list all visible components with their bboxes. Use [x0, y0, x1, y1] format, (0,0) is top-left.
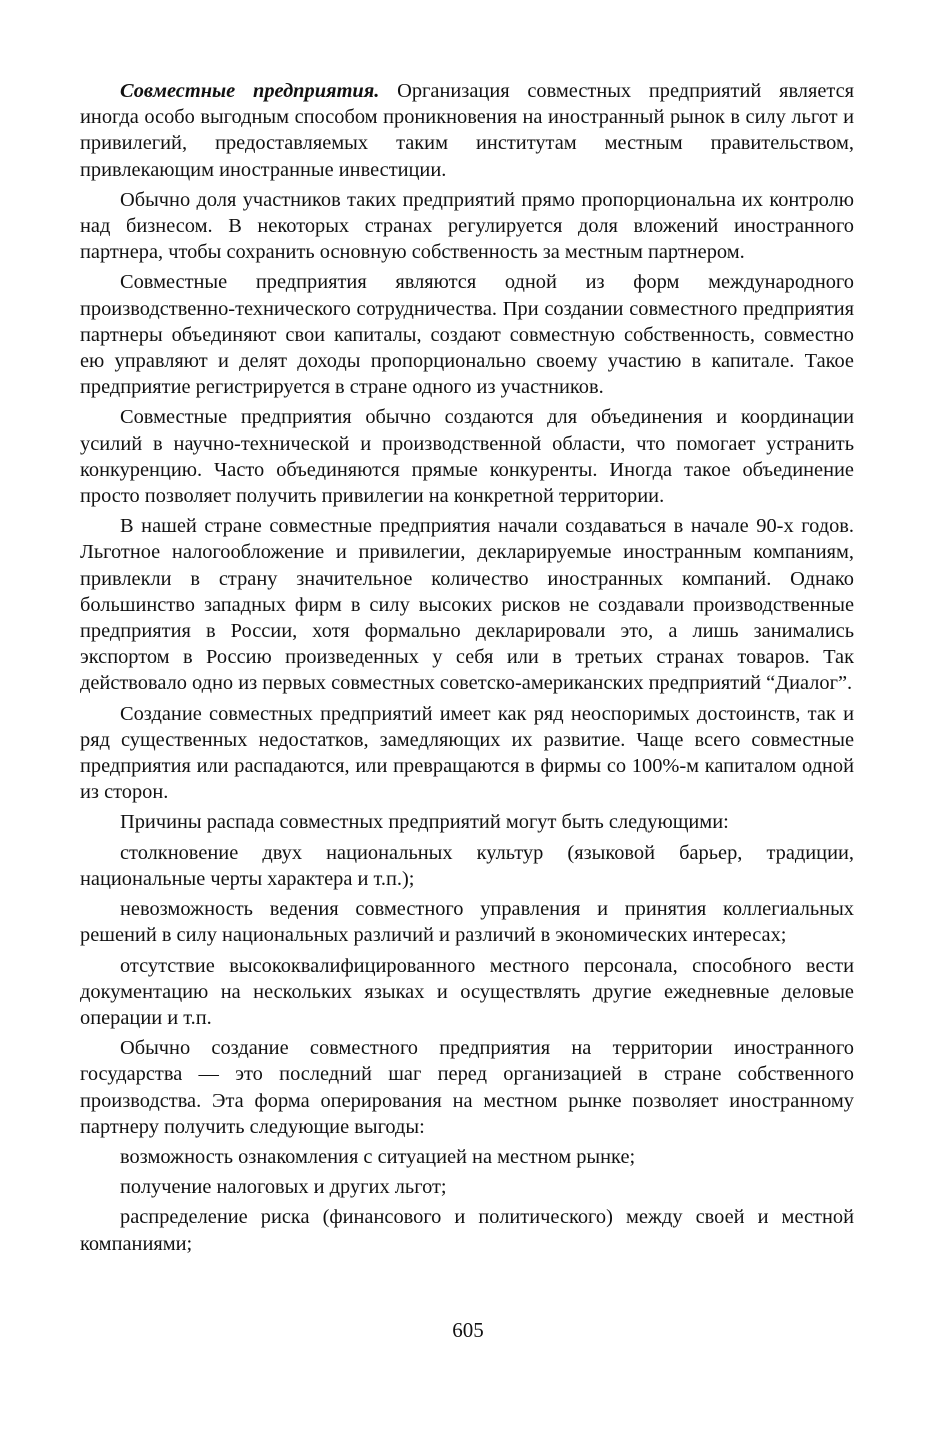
paragraph-cooperation-form: Совместные предприятия являются одной из форм международного производственно-технического сотрудничества. При создании совместного предприятия партнеры объединяют свои капиталы, создают совместную собственность, совместно ею управляют и делят доходы пропорционально своему участию в капитале. Такое предприятие регистрируется в стране одного из участников.: [80, 271, 854, 399]
section-lead-heading: Совместные предприятия.: [120, 80, 380, 102]
paragraph-ownership-share: Обычно доля участников таких предприятий прямо пропорциональна их контролю над бизнесом. В некоторых странах регулируется доля вложений иностранного партнера, чтобы сохранить основную собственность за местным партнером.: [80, 188, 854, 264]
paragraph-russia-history: В нашей стране совместные предприятия начали создаваться в начале 90-х годов. Льготное налогообложение и привилегии, декларируемые иностранным компаниям, привлекли в страну значительное количество иностранных компаний. Однако большинство западных фирм в силу высоких рисков не создавали производственные предприятия в России, хотя формально декларировали это, а лишь занимались экспортом в Россию произведенных у себя или в третьих странах товаров. Так действовало одно из первых совместных советско-американских предприятий “Диалог”.: [80, 515, 854, 695]
paragraph-breakup-reasons-intro: Причины распада совместных предприятий могут быть следующими:: [120, 811, 729, 834]
page-number: 605: [452, 1318, 484, 1342]
list-item-joint-management: невозможность ведения совместного управления и принятия коллегиальных решений в силу национальных различий и различий в экономических интересах;: [80, 898, 854, 947]
list-item-tax-benefits: получение налоговых и других льгот;: [120, 1176, 447, 1199]
list-item-risk-distribution: распределение риска (финансового и политического) между своей и местной компаниями;: [80, 1206, 854, 1255]
paragraph-joint-ventures-intro: [80, 78, 854, 183]
list-item-market-familiarization: возможность ознакомления с ситуацией на местном рынке;: [120, 1145, 636, 1168]
list-item-culture-clash: столкновение двух национальных культур (языковой барьер, традиции, национальные черты характера и т.п.);: [80, 841, 854, 890]
paragraph-purpose: Совместные предприятия обычно создаются для объединения и координации усилий в научно-технической и производственной области, что помогает устранить конкуренцию. Часто объединяются прямые конкуренты. Иногда такое объединение просто позволяет получить привилегии на конкретной территории.: [80, 406, 854, 508]
paragraph-advantages-drawbacks: Создание совместных предприятий имеет как ряд неоспоримых достоинств, так и ряд существенных недостатков, замедляющих их развитие. Чаще всего совместные предприятия или распадаются, или превращаются в фирмы со 100%-м капиталом одной из сторон.: [80, 702, 854, 804]
paragraph-benefits-intro: Обычно создание совместного предприятия на территории иностранного государства — это последний шаг перед организацией в стране собственного производства. Эта форма оперирования на местном рынке позволяет иностранному партнеру получить следующие выгоды:: [80, 1037, 854, 1138]
list-item-staff-shortage: отсутствие высококвалифицированного местного персонала, способного вести документацию на нескольких языках и осуществлять другие ежедневные деловые операции и т.п.: [80, 954, 854, 1029]
paragraph-text: Организация совместных предприятий является иногда особо выгодным способом проникновения на иностранный рынок в силу льгот и привилегий, предоставляемых таким институтам местным правительством, привлекающим иностранные инвестиции.: [80, 80, 854, 181]
page-body: [80, 78, 854, 1261]
